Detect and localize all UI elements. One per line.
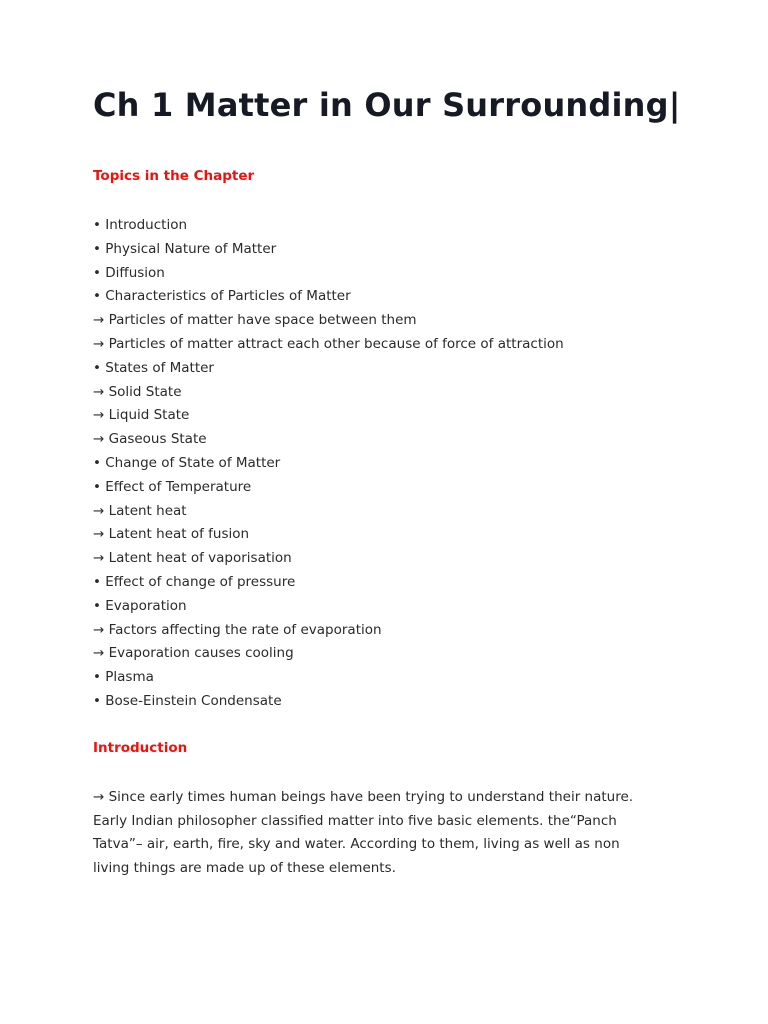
topic-list	[93, 214, 693, 714]
topic-item: → Gaseous State	[93, 431, 207, 448]
topic-item: → Factors affecting the rate of evaporation	[93, 621, 382, 638]
topics-heading: Topics in the Chapter	[93, 168, 255, 184]
topic-item: → Liquid State	[93, 407, 190, 424]
topic-item: → Evaporation causes cooling	[93, 645, 294, 662]
document-page	[93, 87, 693, 881]
topic-item: • Introduction	[93, 217, 188, 233]
topic-item: → Solid State	[93, 383, 182, 400]
introduction-paragraph: → Since early times human beings have been trying to understand their nature. Early Indian philosopher classified matter into five basic elements. the“Panch Tatva”– air, earth, fire, sky and water. According to them, living as well as non living things are made up of these elements.	[93, 788, 634, 877]
topic-item: • Bose-Einstein Condensate	[93, 692, 282, 709]
introduction-heading: Introduction	[93, 739, 188, 756]
topic-item: • Physical Nature of Matter	[93, 240, 277, 257]
topic-item: → Particles of matter attract each other because of force of attraction	[93, 335, 564, 352]
topic-item: • Effect of change of pressure	[93, 573, 296, 590]
topic-item: • Evaporation	[93, 597, 187, 614]
topic-item: → Latent heat	[93, 502, 187, 519]
topic-item: → Particles of matter have space between them	[93, 312, 417, 329]
topic-item: • States of Matter	[93, 359, 214, 376]
topic-item: • Diffusion	[93, 264, 165, 281]
topic-item: • Change of State of Matter	[93, 454, 281, 471]
topic-item: • Plasma	[93, 669, 154, 686]
topic-item: • Effect of Temperature	[93, 478, 252, 495]
topic-item: → Latent heat of fusion	[93, 526, 250, 543]
page-title: Ch 1 Matter in Our Surrounding|	[93, 86, 681, 124]
topic-item: → Latent heat of vaporisation	[93, 550, 292, 567]
topic-item: • Characteristics of Particles of Matter	[93, 288, 351, 305]
